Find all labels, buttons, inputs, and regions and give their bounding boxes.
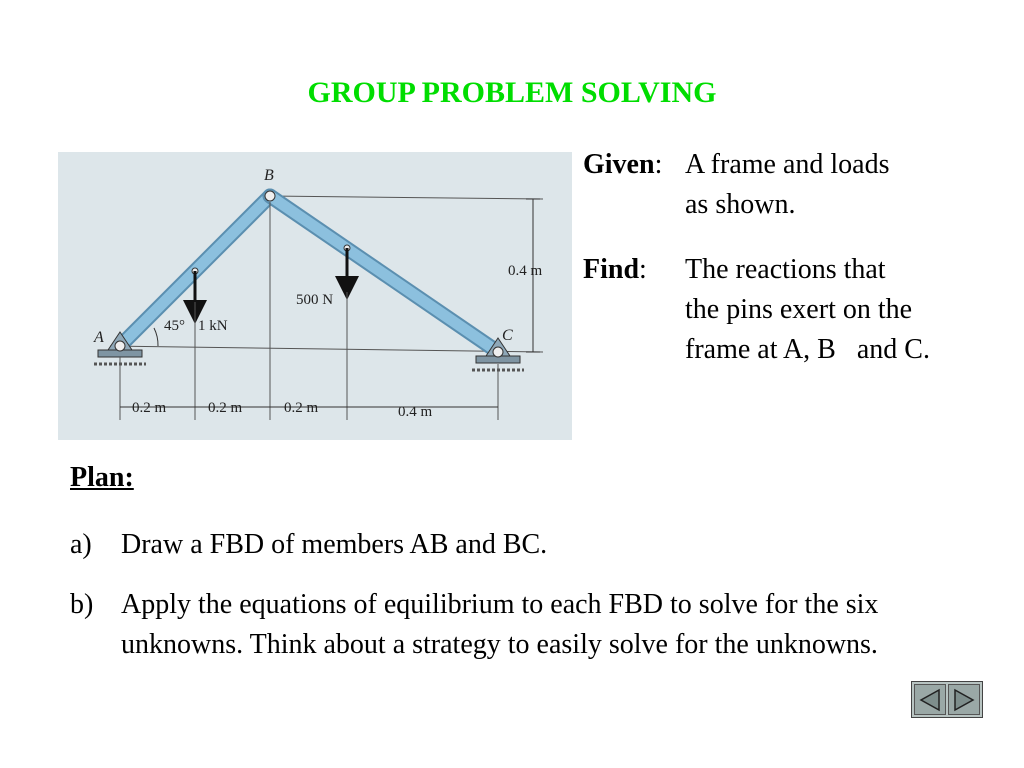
triangle-right-icon [951,687,977,713]
span-label-3: 0.2 m [284,400,319,416]
pin-b [265,191,275,201]
plan-item-text: Draw a FBD of members AB and BC. [121,529,548,560]
slide-title: GROUP PROBLEM SOLVING [307,76,717,109]
given-label: Given [583,149,655,180]
find-text: The reactions that the pins exert on the frame at A, B and C. [685,254,930,365]
previous-slide-button[interactable] [914,684,946,715]
slide-navigation [911,681,983,718]
plan-item-text: Apply the equations of equilibrium to each FBD to solve for the six unknowns. Think about a strategy to easily solve for the unknowns. [121,589,879,660]
find-label: Find [583,254,640,285]
span-label-4: 0.4 m [398,404,433,420]
given-colon: : [654,149,663,180]
member-bc [270,196,498,352]
label-a: A [94,329,104,346]
label-c: C [502,327,513,344]
plan-item-marker: b) [70,589,94,620]
frame-figure [58,152,572,440]
span-label-2: 0.2 m [208,400,243,416]
plan-heading: Plan: [70,462,134,493]
given-statement [583,145,890,220]
height-label: 0.4 m [508,263,543,279]
top-reference-line [270,196,543,199]
frame-diagram [58,152,572,440]
load-2-label: 500 N [296,292,334,308]
triangle-left-icon [917,687,943,713]
plan-item-marker: a) [70,529,92,560]
given-text: A frame and loads as shown. [685,149,890,220]
load-1-label: 1 kN [198,318,228,334]
next-slide-button[interactable] [948,684,980,715]
label-b: B [264,167,274,184]
span-label-1: 0.2 m [132,400,167,416]
angle-label: 45° [164,318,185,334]
find-colon: : [639,254,647,285]
find-statement [583,250,930,365]
